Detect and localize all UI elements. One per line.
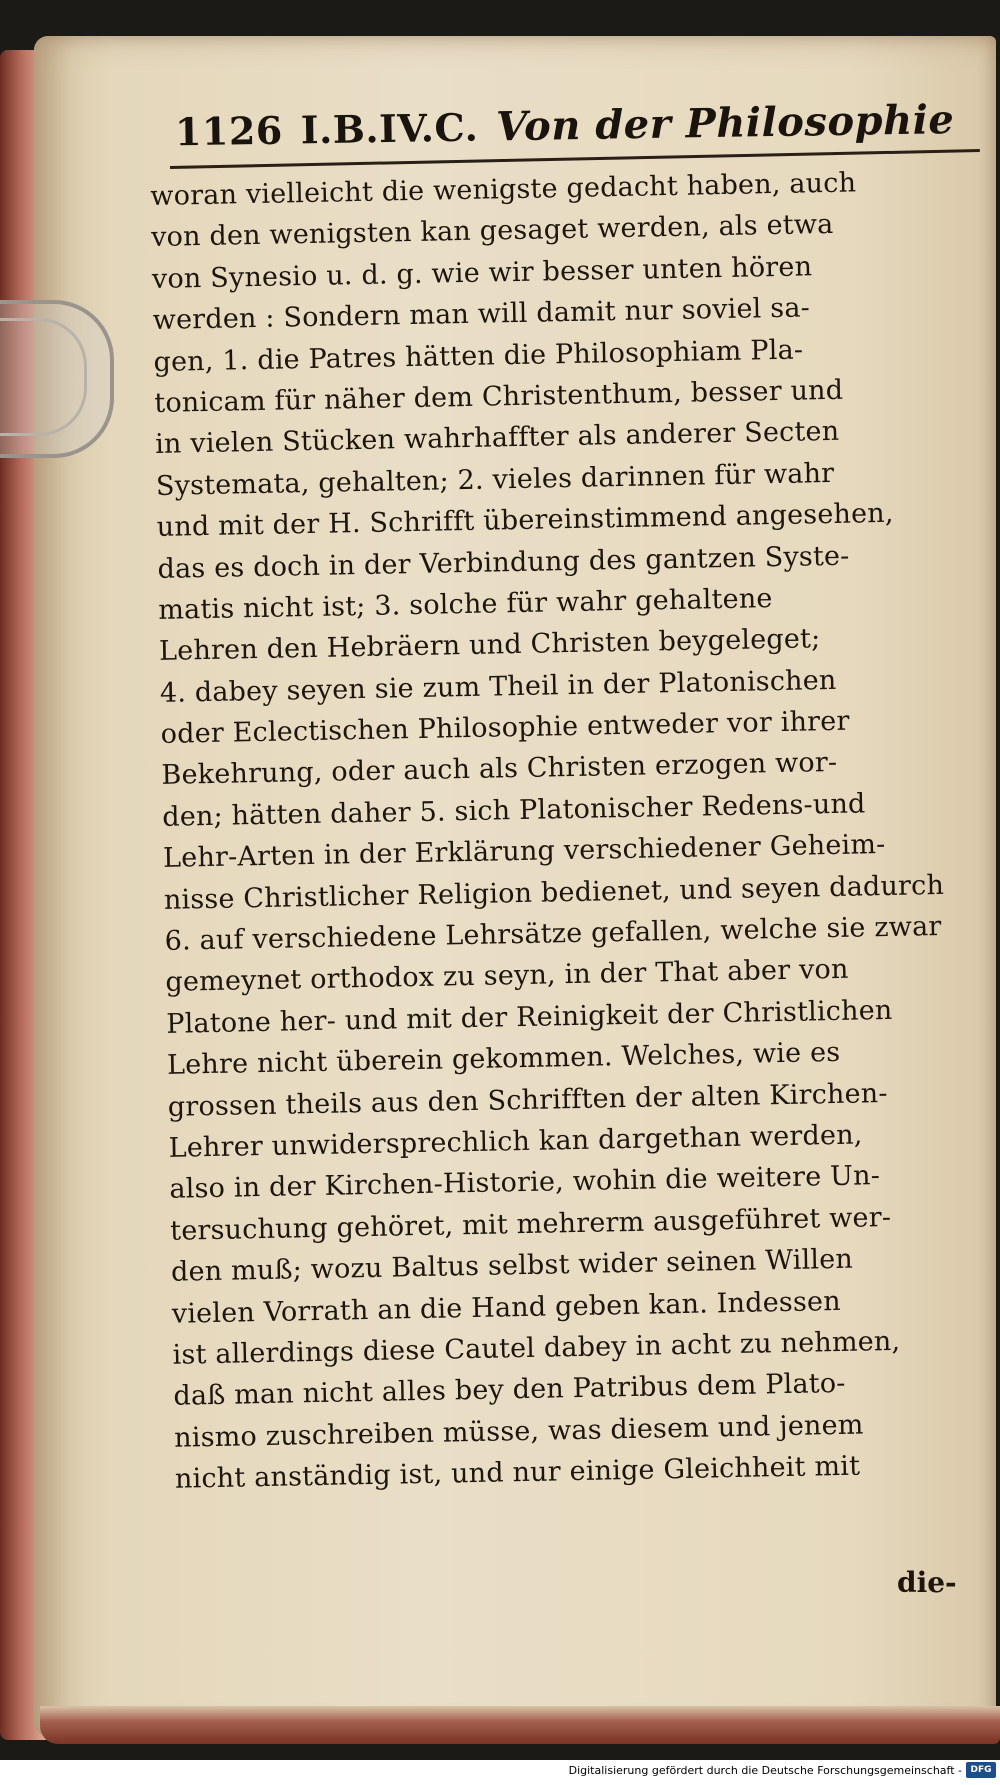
dfg-logo: DFG <box>966 1762 996 1778</box>
section-marker: I.B.IV.C. <box>300 104 479 153</box>
text-line-content: tersuchung gehöret, mit mehrerm ausgeführet wer- <box>169 1201 892 1247</box>
text-line-content: nismo zuschreiben müsse, was diesem und jenem <box>173 1409 864 1454</box>
text-line-content: von den wenigsten kan gesaget werden, als etwa <box>150 209 834 254</box>
text-line-content: Systemata, gehalten; 2. vieles darinnen für wahr <box>155 457 835 502</box>
text-line-content: 4. dabey seyen sie zum Theil in der Platonischen <box>159 664 837 709</box>
text-line-content: matis nicht ist; 3. solche für wahr gehaltene <box>158 583 773 626</box>
text-line-content: und mit der H. Schrifft übereinstimmend angesehen, <box>156 497 894 544</box>
catchword: die- <box>897 1566 957 1599</box>
text-line-content: den muß; wozu Baltus selbst wider seinen Willen <box>170 1243 854 1288</box>
text-line-content: gen, 1. die Patres hätten die Philosophiam Pla- <box>153 334 804 378</box>
text-line-content: Lehrer unwidersprechlich kan dargethan werden, <box>168 1119 863 1164</box>
page-clip-inner <box>0 318 87 436</box>
body-text <box>150 160 1000 1500</box>
text-line-content: von Synesio u. d. g. wie wir besser unten hören <box>151 251 813 295</box>
text-line-content: oder Eclectischen Philosophie entweder vor ihrer <box>160 705 850 750</box>
text-line-content: gemeynet orthodox zu seyn, in der That aber von <box>165 954 849 999</box>
text-line-content: grossen theils aus den Schrifften der alten Kirchen- <box>167 1077 888 1123</box>
text-line-content: Bekehrung, oder auch als Christen erzogen wor- <box>161 747 838 792</box>
running-title: Von der Philosophie <box>495 96 955 151</box>
text-line-content: das es doch in der Verbindung des gantzen Syste- <box>157 540 850 585</box>
text-line-content: 6. auf verschiedene Lehrsätze gefallen, welche sie zwar <box>164 910 942 957</box>
text-line-content: woran vielleicht die wenigste gedacht haben, auch <box>150 167 857 212</box>
text-line-content: werden : Sondern man will damit nur soviel sa- <box>152 292 811 337</box>
text-line-content: tonicam für näher dem Christenthum, besser und <box>154 374 844 419</box>
text-line-content: Lehr-Arten in der Erklärung verschiedener Geheim- <box>162 829 886 875</box>
text-line-content: in vielen Stücken wahrhaffter als anderer Secten <box>154 416 840 461</box>
text-line-content: also in der Kirchen-Historie, wohin die weitere Un- <box>169 1160 881 1206</box>
book-bottom-edge <box>40 1706 1000 1744</box>
text-line-content: Lehren den Hebräern und Christen beygeleget; <box>158 623 821 668</box>
text-line-content: nicht anständig ist, und nur einige Gleichheit mit <box>174 1450 861 1495</box>
text-line-content: den; hätten daher 5. sich Platonischer Redens-und <box>162 788 866 833</box>
page-number: 1126 <box>174 107 284 155</box>
text-line-content: daß man nicht alles bey den Patribus dem Plato- <box>173 1368 846 1413</box>
text-line-content: nisse Christlicher Religion bedienet, und seyen dadurch <box>163 869 945 916</box>
text-line-content: ist allerdings diese Cautel dabey in acht zu nehmen, <box>172 1325 901 1371</box>
text-line-content: vielen Vorrath an die Hand geben kan. Indessen <box>171 1285 842 1330</box>
text-line-content: Platone her- und mit der Reinigkeit der Christlichen <box>165 994 893 1040</box>
footer-credit: Digitalisierung gefördert durch die Deutsche Forschungsgemeinschaft - <box>568 1764 962 1777</box>
text-line-content: Lehre nicht überein gekommen. Welches, wie es <box>166 1037 841 1082</box>
